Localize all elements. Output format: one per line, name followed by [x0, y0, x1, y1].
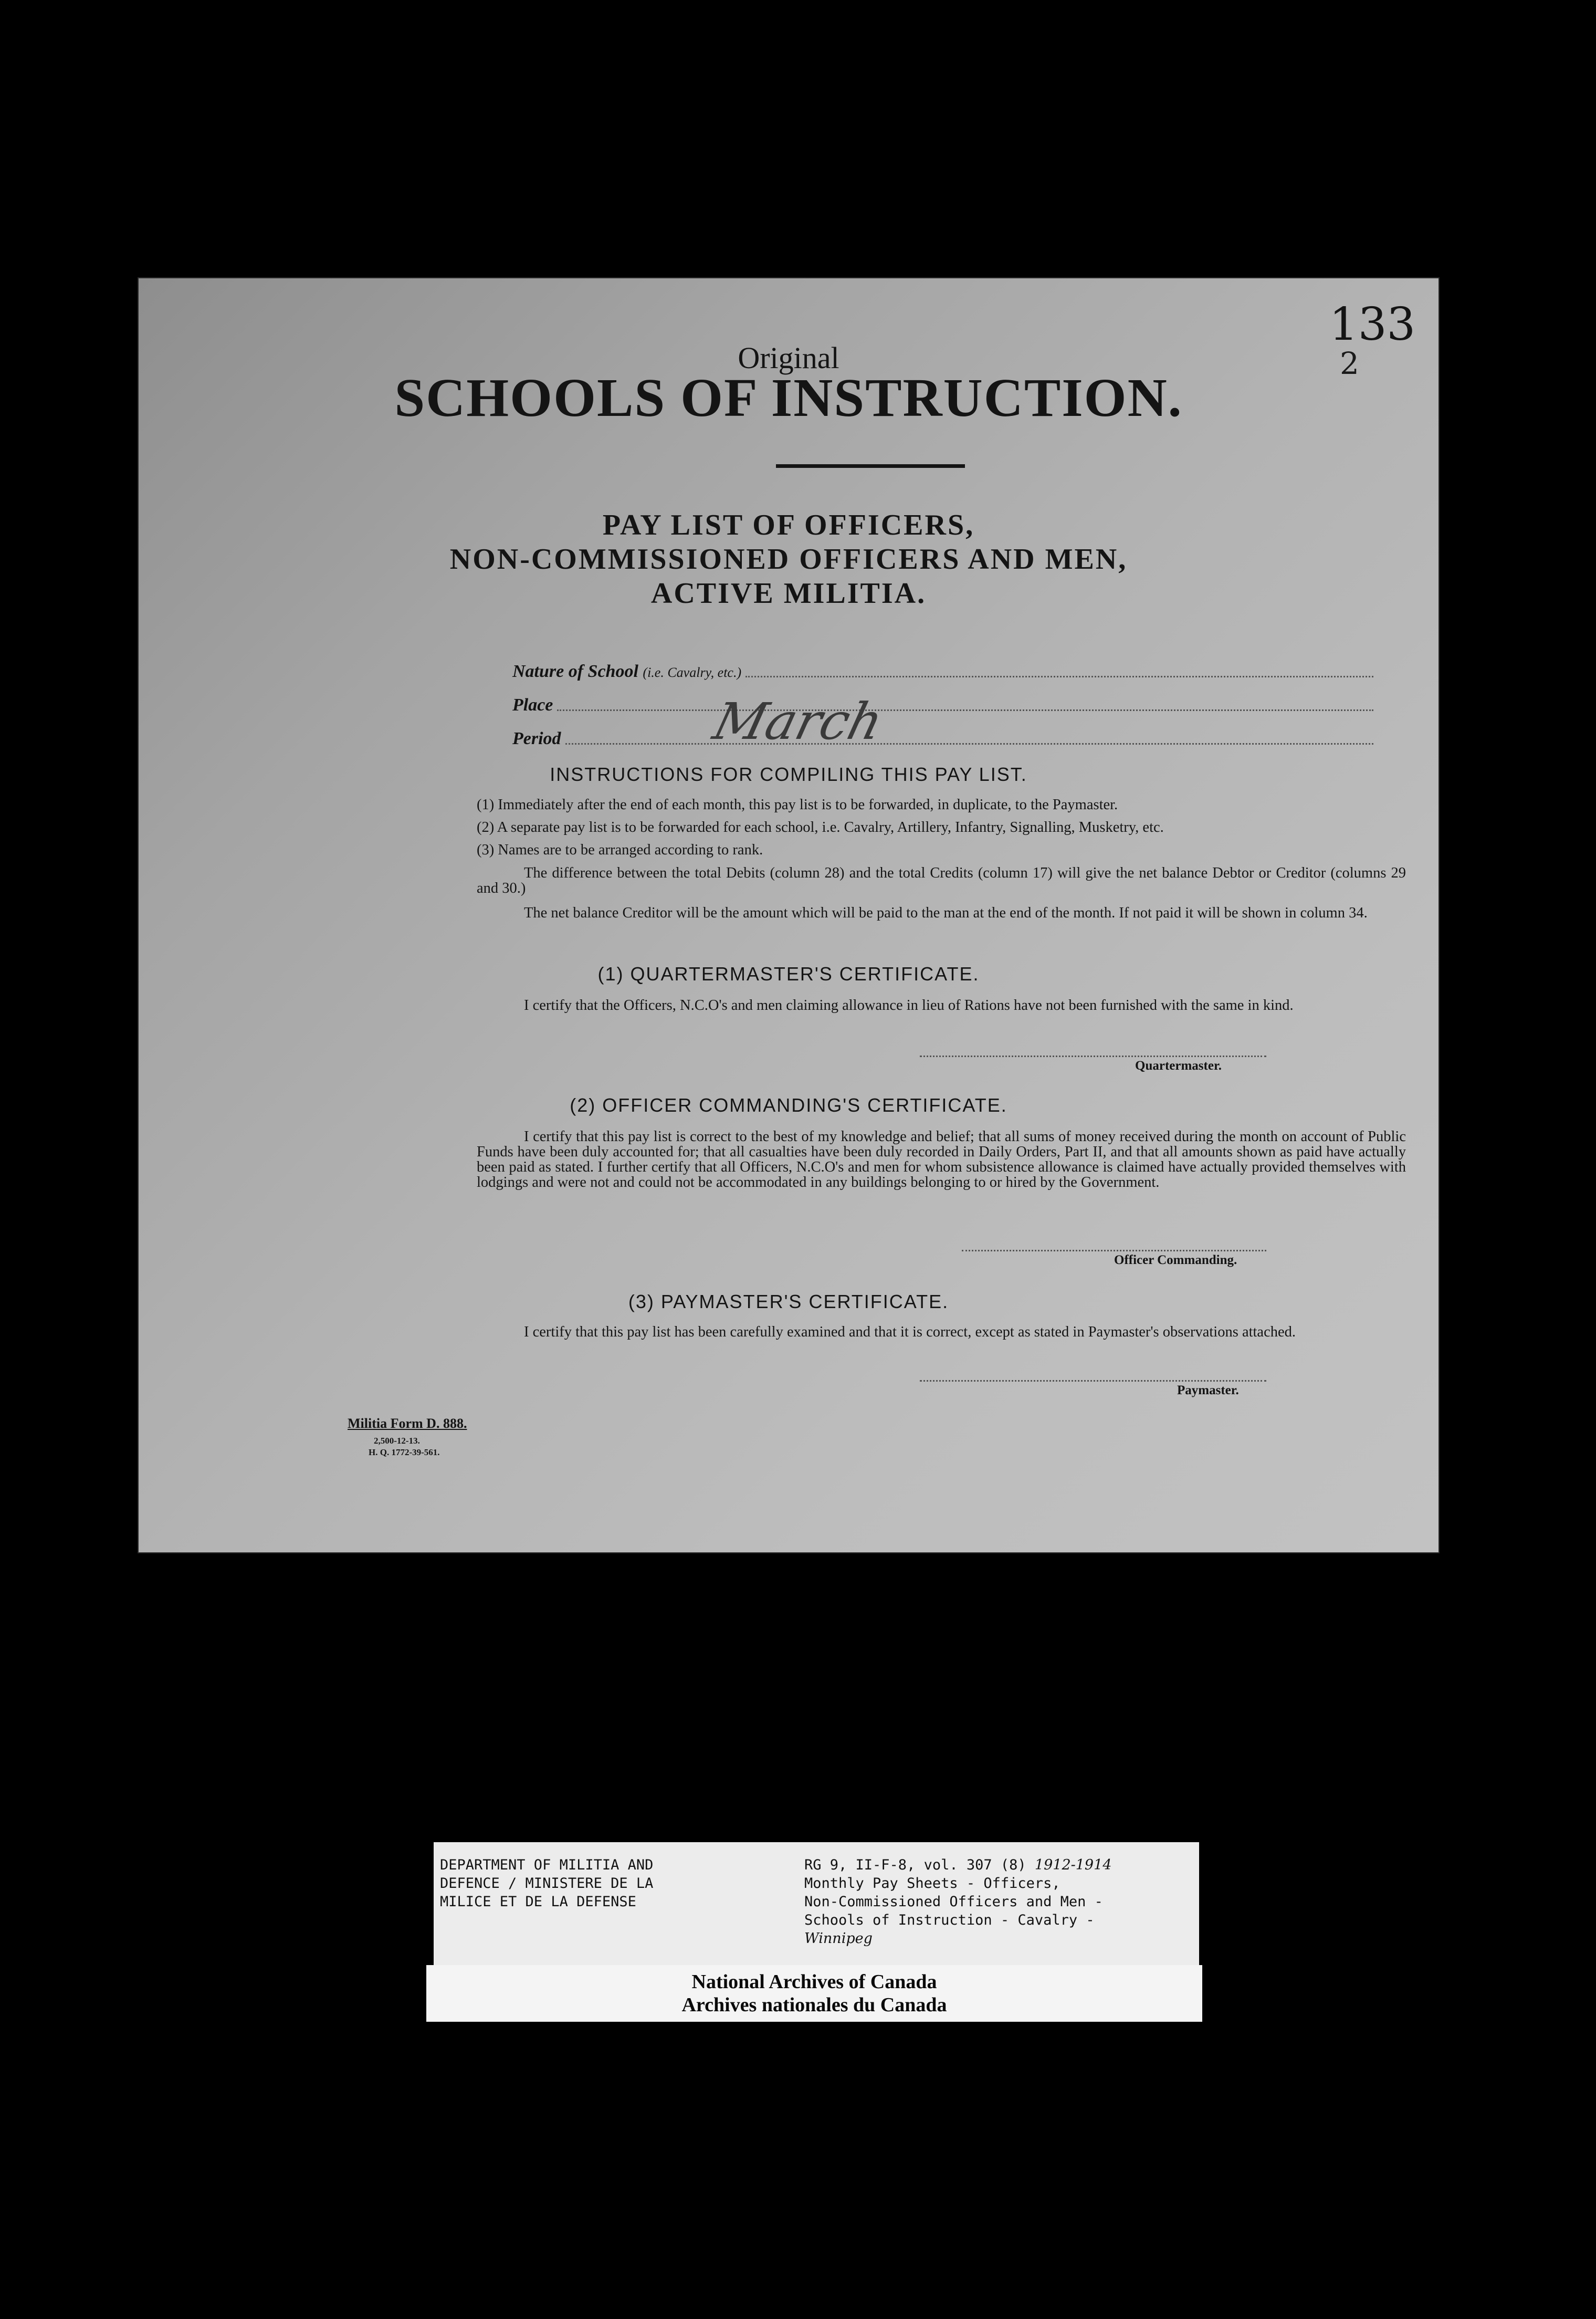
period-field	[512, 719, 1373, 749]
quartermaster-heading: (1) QUARTERMASTER'S CERTIFICATE.	[597, 963, 980, 985]
reference-line	[804, 1856, 1193, 1874]
place-field	[512, 686, 1373, 715]
description-line: Monthly Pay Sheets - Officers,	[804, 1875, 1060, 1892]
nature-hint: (i.e. Cavalry, etc.)	[643, 665, 742, 680]
archives-name-ribbon	[426, 1965, 1202, 2022]
reference-years: 1912-1914	[1034, 1857, 1112, 1873]
instruction-item: (1) Immediately after the end of each month, this pay list is to be forwarded, in duplicate, to the Paymaster.	[477, 797, 1118, 813]
subtitle-line: PAY LIST OF OFFICERS,	[602, 509, 975, 541]
folio-number: 133	[1329, 298, 1416, 351]
paymaster-heading: (3) PAYMASTER'S CERTIFICATE.	[628, 1291, 949, 1312]
period-dotted-line	[565, 743, 1373, 745]
department-line: MILICE ET DE LA DEFENSE	[440, 1894, 636, 1910]
instruction-item: (2) A separate pay list is to be forwarded for each school, i.e. Cavalry, Artillery, Infantry, Signalling, Musketry, etc.	[477, 819, 1164, 835]
department-name	[440, 1856, 765, 1911]
pay-list-form-sheet	[138, 277, 1440, 1553]
instruction-paragraph: The difference between the total Debits (column 28) and the total Credits (column 17) will give the net balance Debtor or Creditor (columns 29 and 30.)	[477, 865, 1406, 896]
officer-commanding-signature-line	[962, 1250, 1266, 1251]
instruction-paragraph: The net balance Creditor will be the amount which will be paid to the man at the end of the month. If not paid it will be shown in column 34.	[524, 905, 1368, 921]
nature-label: Nature of School	[512, 662, 638, 681]
quartermaster-signature-line	[920, 1056, 1266, 1057]
description-line: Schools of Instruction - Cavalry -	[804, 1912, 1095, 1928]
officer-commanding-heading: (2) OFFICER COMMANDING'S CERTIFICATE.	[570, 1094, 1007, 1116]
department-line: DEPARTMENT OF MILITIA AND	[440, 1857, 654, 1873]
nature-dotted-line	[746, 676, 1373, 677]
period-handwritten-value: March	[708, 692, 889, 751]
paymaster-signature-label: Paymaster.	[1177, 1383, 1239, 1397]
reference-number: RG 9, II-F-8, vol. 307 (8)	[804, 1857, 1026, 1873]
title-rule	[776, 464, 965, 468]
instructions-heading: INSTRUCTIONS FOR COMPILING THIS PAY LIST.	[550, 764, 1027, 785]
instruction-item: (3) Names are to be arranged according to rank.	[477, 842, 763, 858]
paymaster-signature-line	[920, 1380, 1266, 1382]
officer-commanding-signature-label: Officer Commanding.	[1114, 1253, 1237, 1267]
archive-reference-tag	[434, 1842, 1199, 1966]
form-number: Militia Form D. 888.	[348, 1416, 467, 1431]
archives-name-fr: Archives nationales du Canada	[681, 1994, 947, 2016]
record-description	[804, 1856, 1193, 1948]
officer-commanding-text: I certify that this pay list is correct to the best of my knowledge and belief; that all sums of money received during the month on account of Public Funds have been duly accounted for; that all casualties have been duly recorded in Daily Orders, Part II, and that all amounts shown as paid have actually been paid as stated. I further certify that all Officers, N.C.O's and men for whom subsistence allowance is claimed have actually provided themselves with lodgings and were not and could not be accommodated in any buildings belonging to or hired by the Government.	[477, 1129, 1406, 1190]
subtitle-line: ACTIVE MILITIA.	[650, 577, 927, 610]
period-label: Period	[512, 729, 561, 748]
form-print-code: 2,500-12-13.	[374, 1436, 420, 1446]
nature-of-school-field	[512, 652, 1373, 682]
quartermaster-signature-label: Quartermaster.	[1135, 1059, 1222, 1073]
subtitle-line: NON-COMMISSIONED OFFICERS AND MEN,	[449, 543, 1128, 576]
quartermaster-text: I certify that the Officers, N.C.O's and men claiming allowance in lieu of Rations have not been furnished with the same in kind.	[524, 997, 1294, 1014]
department-line: DEFENCE / MINISTERE DE LA	[440, 1875, 654, 1892]
original-label: Original	[738, 341, 839, 375]
place-dotted-line	[557, 709, 1373, 711]
form-print-code: H. Q. 1772-39-561.	[369, 1447, 440, 1457]
location-handwritten: Winnipeg	[804, 1930, 873, 1947]
archives-name-en: National Archives of Canada	[691, 1971, 937, 1993]
form-title: SCHOOLS OF INSTRUCTION.	[394, 368, 1183, 428]
paymaster-text: I certify that this pay list has been carefully examined and that it is correct, except as stated in Paymaster's observations attached.	[524, 1324, 1296, 1340]
folio-sub-mark: 2	[1340, 346, 1359, 381]
place-label: Place	[512, 695, 553, 715]
description-line: Non-Commissioned Officers and Men -	[804, 1894, 1103, 1910]
